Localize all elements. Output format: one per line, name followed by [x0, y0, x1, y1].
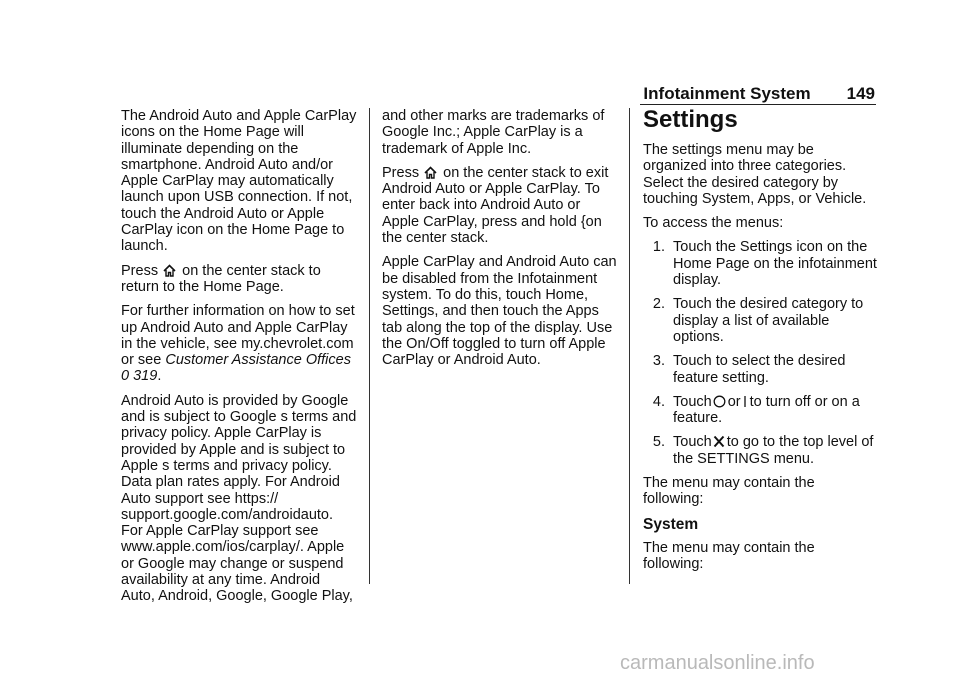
toggle-on-icon	[742, 395, 748, 408]
list-item: 2. Touch the desired category to display a list of available options.	[652, 296, 864, 345]
list-item: 4. Touch or to turn off or on a feature.	[652, 393, 860, 427]
column-3	[643, 108, 878, 580]
home-icon	[163, 264, 176, 277]
settings-heading: Settings	[643, 106, 738, 133]
toggle-off-icon	[713, 395, 726, 408]
paragraph: Android Auto is provided by Google and is subject to Google s terms and privacy policy. Apple CarPlay is provided by Apple and is subject to Apple s terms and privacy policy. Data plan rates apply. For Android Auto support see https:// support.google.com/androidauto. For Apple CarPlay support see www.apple.com/ios/carplay/. Apple or Google may change or suspend availability at any time. Android Auto, Android, Google, Google Play,	[121, 392, 357, 605]
close-x-icon	[713, 435, 725, 448]
paragraph: The Android Auto and Apple CarPlay icons on the Home Page will illuminate depending on the smartphone. Android Auto and/or Apple CarPlay may automatically launch upon USB connection. If not, touch the Android Auto or Apple CarPlay icon on the Home Page to launch.	[121, 108, 357, 255]
page-number: 149	[846, 84, 875, 103]
watermark-text: carmanualsonline.info	[620, 652, 815, 674]
steps-list	[643, 239, 878, 467]
paragraph: Apple CarPlay and Android Auto can be disabled from the Infotainment system. To do this, touch Home, Settings, and then touch the Apps tab along the top of the display. Use the On/Off toggled to turn off Apple CarPlay or Android Auto.	[382, 254, 617, 369]
column-1	[121, 108, 357, 613]
paragraph: and other marks are trademarks of Google Inc.; Apple CarPlay is a trademark of Apple Inc.	[382, 108, 605, 157]
list-item: 3. Touch to select the desired feature setting.	[652, 353, 846, 386]
paragraph: For further information on how to set up Android Auto and Apple CarPlay in the vehicle, see my.chevrolet.com or see Customer Assistance Offices 0 319.	[121, 303, 355, 385]
paragraph: Press on the center stack to exit Android Auto or Apple CarPlay. To enter back into Android Auto or Apple CarPlay, press and hold {on the center stack.	[382, 164, 609, 247]
page-ref-arrow: 0	[121, 368, 130, 385]
paragraph: Press on the center stack to return to the Home Page.	[121, 262, 321, 295]
home-icon	[424, 166, 437, 179]
column-divider-1	[369, 108, 370, 584]
list-item: 1. Touch the Settings icon on the Home Page on the infotainment display.	[652, 239, 877, 289]
page-ref-number[interactable]: 319	[133, 368, 158, 385]
paragraph: The menu may contain the following:	[643, 539, 815, 572]
paragraph: The settings menu may be organized into three categories. Select the desired category by touching System, Apps, or Vehicle.	[643, 142, 867, 207]
system-subheading: System	[643, 515, 699, 533]
cross-reference-link[interactable]: Customer Assistance Offices	[165, 352, 351, 369]
section-title: Infotainment System	[643, 84, 811, 103]
paragraph: The menu may contain the following:	[643, 475, 815, 508]
header-rule	[640, 104, 876, 105]
list-item: 5. Touch to go to the top level of the SETTINGS menu.	[652, 434, 874, 467]
page-header	[600, 82, 875, 104]
paragraph: To access the menus:	[643, 215, 784, 232]
column-2	[382, 108, 620, 376]
column-divider-2	[629, 108, 630, 584]
